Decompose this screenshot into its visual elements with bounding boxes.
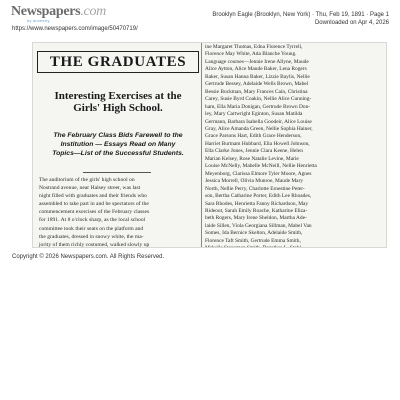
download-date: Downloaded on Apr 4, 2026 (314, 20, 389, 26)
names-line (205, 245, 387, 248)
names-line: Carey, Susie Byrd Coakin, Nellie Alice Cunning- (205, 96, 312, 103)
deck-line: The February Class Bids Farewell to the (53, 132, 183, 139)
newspapers-logo[interactable] (11, 4, 106, 23)
newspaper-clipping (32, 42, 387, 248)
article-body (39, 176, 197, 248)
publication-line: Brooklyn Eagle (Brooklyn, New York) · Thu, Feb 19, 1891 · Page 1 (212, 12, 389, 18)
deck-line: Topics—List of the Successful Students. (52, 150, 184, 158)
names-line: Sara Rhodes, Henrietta Fanny Richardson, May (205, 200, 309, 207)
names-line: laide Sillen, Viola Georgiana Sillman, Mabel Van (205, 222, 312, 229)
names-line: Germann, Barbara Isabella Goodeir, Alice Louise (205, 118, 312, 125)
body-line: for 1891. At 8 o'clock sharp, as the local school (39, 217, 146, 224)
body-line: assembled to take part in and be spectators of the (39, 201, 149, 208)
names-line: Grace Parsons Hart, Edith Grace Henderson, (205, 133, 302, 140)
names-line: Marian Kelsey, Rose Natalie Levine, Marie (205, 155, 299, 162)
logo-wordmark: Newspapers (11, 4, 81, 19)
body-line: committee took their seats on the platform and (39, 225, 144, 232)
logo-suffix: .com (80, 4, 106, 19)
column-divider (201, 43, 202, 248)
names-line: ham, Ella Maria Donigan, Gertrude Brown Don- (205, 103, 311, 110)
copyright-footer: Copyright © 2026 Newspapers.com. All Rights Reserved. (12, 254, 165, 260)
logo-tagline: by ancestry (27, 18, 50, 23)
names-line: Florence May White, Ada Blanche Young. (205, 51, 297, 58)
names-line: Louise McNelly, Mabelle McNeill, Nellie Henrietta (205, 163, 317, 170)
subhead-line: Girls' High School. (73, 102, 163, 114)
names-line: Florence Taft Smith, Gertrude Emma Smith, (205, 237, 301, 244)
names-line: Meyenborg, Clarissa Elmore Tyler Moore, Agnes (205, 170, 312, 177)
article-column (33, 43, 201, 248)
body-line: Nostrand avenue, near Halsey street, was last (39, 185, 141, 192)
names-line: Bessie Buckman, Mary Frances Cain, Christina (205, 88, 308, 95)
graduate-names (205, 44, 387, 248)
names-line: Ella Clarke Jones, Jennie Clara Keene, Helen (205, 148, 303, 155)
names-column (203, 43, 387, 248)
names-line: son, Bertha Catharine Porter, Edith Lee Rhoades, (205, 193, 312, 200)
headline-box (37, 51, 199, 73)
body-line: jority of them richly costumed, walked slowly up (39, 241, 150, 248)
deck-line: Institution — Essays Read on Many (60, 141, 176, 149)
body-line: night filled with graduates and their friends who (39, 193, 147, 200)
names-line: ley, Mary Cartwright Eginton, Susan Matilda (205, 111, 303, 118)
names-line: Gertrude Bessey, Adelaide Wells Brown, Mabel (205, 81, 309, 88)
names-line: Gray, Alice Amanda Green, Nellie Sophia Hainer, (205, 125, 313, 132)
names-line: Rideout, Sarah Emily Roache, Katharine Eliza- (205, 207, 308, 214)
names-line: Alice Aytton, Alice Maude Baker, Lena Rogers (205, 66, 307, 73)
page-header (0, 0, 400, 34)
names-line: Somes, Ida Bernice Skelton, Adelaide Smith, (205, 230, 303, 237)
image-url[interactable]: https://www.newspapers.com/image/50470719/ (12, 26, 138, 32)
publication-info (212, 11, 389, 27)
names-line: North, Nellie Perry, Charlotte Ernestine Peter- (205, 185, 305, 192)
deck (39, 131, 197, 159)
names-line: Jessica Morrell, Olivia Munroe, Maude Mary (205, 178, 304, 185)
subhead-line: Interesting Exercises at the (54, 90, 182, 102)
body-line: The auditorium of the girls' high school on (39, 177, 135, 183)
headline: THE GRADUATES (49, 54, 187, 70)
body-line: commencement exercises of the February classes (39, 209, 150, 216)
names-line: ine Margaret Thomas, Edna Florence Tyrrell, (205, 44, 303, 50)
names-line: Baker, Susan Hanna Baker, Lizzie Baylis, Nellie (205, 73, 310, 80)
names-line: Harriet Burtnam Hubbard, Ella Howell Johnson, (205, 140, 310, 147)
names-line: beth Rogers, Mary Irene Sheldon, Martha Ade- (205, 215, 307, 222)
names-line: Language courses—Jennie Irene Allyne, Maude (205, 58, 309, 65)
section-rule (83, 172, 151, 173)
body-line: the graduates, dressed in snowy white, the ma- (39, 233, 144, 240)
